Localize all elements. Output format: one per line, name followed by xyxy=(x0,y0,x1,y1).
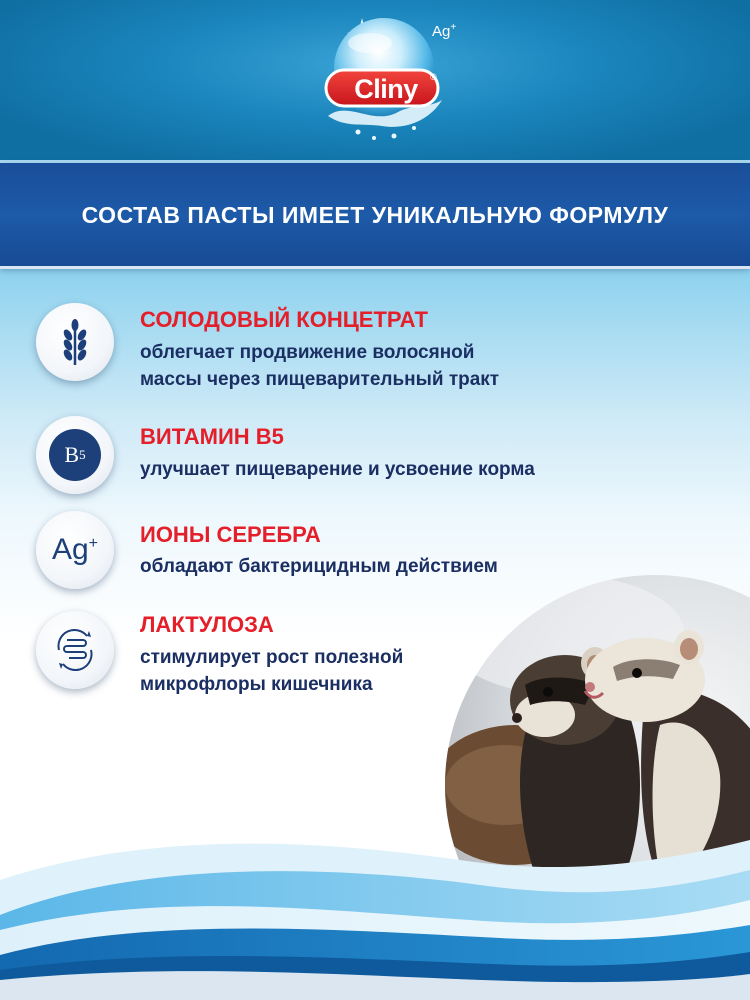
silver-ion-text xyxy=(52,533,98,567)
silver-ion-charge: + xyxy=(88,535,99,552)
logo-ion-text: Ag xyxy=(432,23,451,40)
feature-desc-lactulose-line2: микрофлоры кишечника xyxy=(140,674,373,695)
feature-desc-silver-line1: обладают бактерицидным действием xyxy=(140,556,498,577)
vitamin-b5-icon xyxy=(36,416,114,494)
banner-title: СОСТАВ ПАСТЫ ИМЕЕТ УНИКАЛЬНУЮ ФОРМУЛУ xyxy=(81,202,669,228)
vitamin-sub: 5 xyxy=(79,447,86,462)
feature-title-silver: ИОНЫ СЕРЕБРА xyxy=(140,522,321,547)
feature-title-vitamin: ВИТАМИН В5 xyxy=(140,424,284,449)
wheat-icon xyxy=(36,303,114,381)
feature-desc-malt-line2: массы через пищеварительный тракт xyxy=(140,369,500,390)
logo-text: Cliny xyxy=(354,74,418,104)
feature-desc-lactulose-line1: стимулирует рост полезной xyxy=(140,647,404,668)
logo-ion-mark xyxy=(432,22,456,40)
feature-title-lactulose: ЛАКТУЛОЗА xyxy=(140,612,274,637)
intestine-glyph xyxy=(49,624,101,676)
wheat-glyph xyxy=(55,317,95,367)
intestine-icon xyxy=(36,611,114,689)
vitamin-letter: B xyxy=(64,442,80,467)
logo-ion-sup: + xyxy=(450,22,457,33)
silver-ion-symbol: Ag xyxy=(51,533,89,566)
feature-desc-vitamin-line1: улучшает пищеварение и усвоение корма xyxy=(140,459,535,480)
cliny-logo xyxy=(318,8,457,148)
vitamin-b5-badge xyxy=(49,429,101,481)
feature-title-malt: СОЛОДОВЫЙ КОНЦЕТРАТ xyxy=(140,307,428,332)
registered-mark: ® xyxy=(430,72,437,82)
feature-desc-malt-line1: облегчает продвижение волосяной xyxy=(140,342,475,363)
bottom-waves xyxy=(0,820,750,1000)
silver-ion-icon xyxy=(36,511,114,589)
